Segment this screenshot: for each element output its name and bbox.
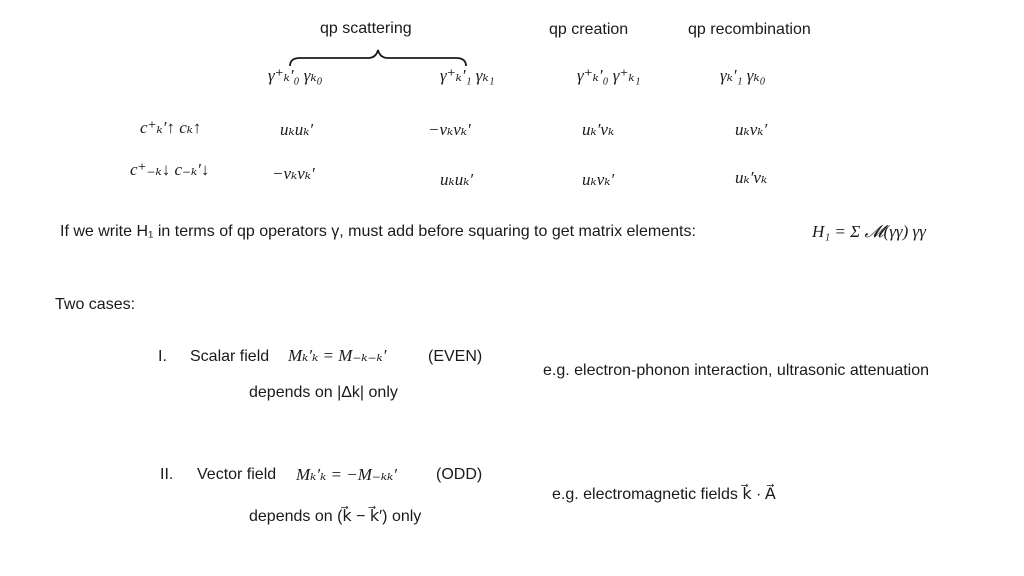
statement-text: If we write H₁ in terms of qp operators γ, must add before squaring to get matrix elements:: [60, 223, 696, 240]
case1-formula: Mₖ′ₖ = M₋ₖ₋ₖ′: [288, 346, 387, 365]
case1-numeral: I.: [158, 348, 167, 365]
row1-col1: uₖuₖ′: [280, 120, 314, 139]
case1-parity: (EVEN): [428, 348, 483, 365]
case2-example: e.g. electromagnetic fields k⃗ · A⃗: [552, 486, 776, 503]
gamma-scatter-b: γ⁺ₖ′₁ γₖ₁: [440, 66, 495, 85]
case2-label: Vector field: [197, 466, 277, 483]
row1-col3: uₖ′vₖ: [582, 120, 615, 139]
case2-formula: Mₖ′ₖ = −M₋ₖₖ′: [296, 465, 397, 484]
gamma-scatter-a: γ⁺ₖ′₀ γₖ₀: [268, 66, 323, 85]
statement-formula: H₁ = Σ 𝓜(γγ) γγ: [812, 222, 926, 241]
case2-parity: (ODD): [436, 466, 483, 483]
row2-col1: −vₖvₖ′: [272, 164, 315, 183]
case1-example: e.g. electron-phonon interaction, ultrasonic attenuation: [543, 362, 930, 379]
case2-numeral: II.: [160, 466, 174, 483]
cases-title: Two cases:: [55, 296, 136, 313]
case2-depends: depends on (k⃗ − k⃗′) only: [249, 508, 422, 525]
header-qp-creation: qp creation: [549, 21, 629, 38]
row1-col4: uₖvₖ′: [735, 120, 768, 139]
row2-operator-label: c⁺₋ₖ↓ c₋ₖ′↓: [130, 160, 210, 179]
header-qp-recombination: qp recombination: [688, 21, 811, 38]
header-qp-scattering: qp scattering: [320, 20, 412, 37]
case1-depends: depends on |Δk| only: [249, 384, 398, 401]
row2-col2: uₖuₖ′: [440, 170, 474, 189]
case1-label: Scalar field: [190, 348, 270, 365]
row2-col4: uₖ′vₖ: [735, 168, 768, 187]
row1-operator-label: c⁺ₖ′↑ cₖ↑: [140, 118, 202, 137]
row2-col3: uₖvₖ′: [582, 170, 615, 189]
gamma-recombination: γₖ′₁ γₖ₀: [720, 66, 766, 85]
row1-col2: −vₖvₖ′: [428, 120, 471, 139]
gamma-creation: γ⁺ₖ′₀ γ⁺ₖ₁: [577, 66, 641, 85]
